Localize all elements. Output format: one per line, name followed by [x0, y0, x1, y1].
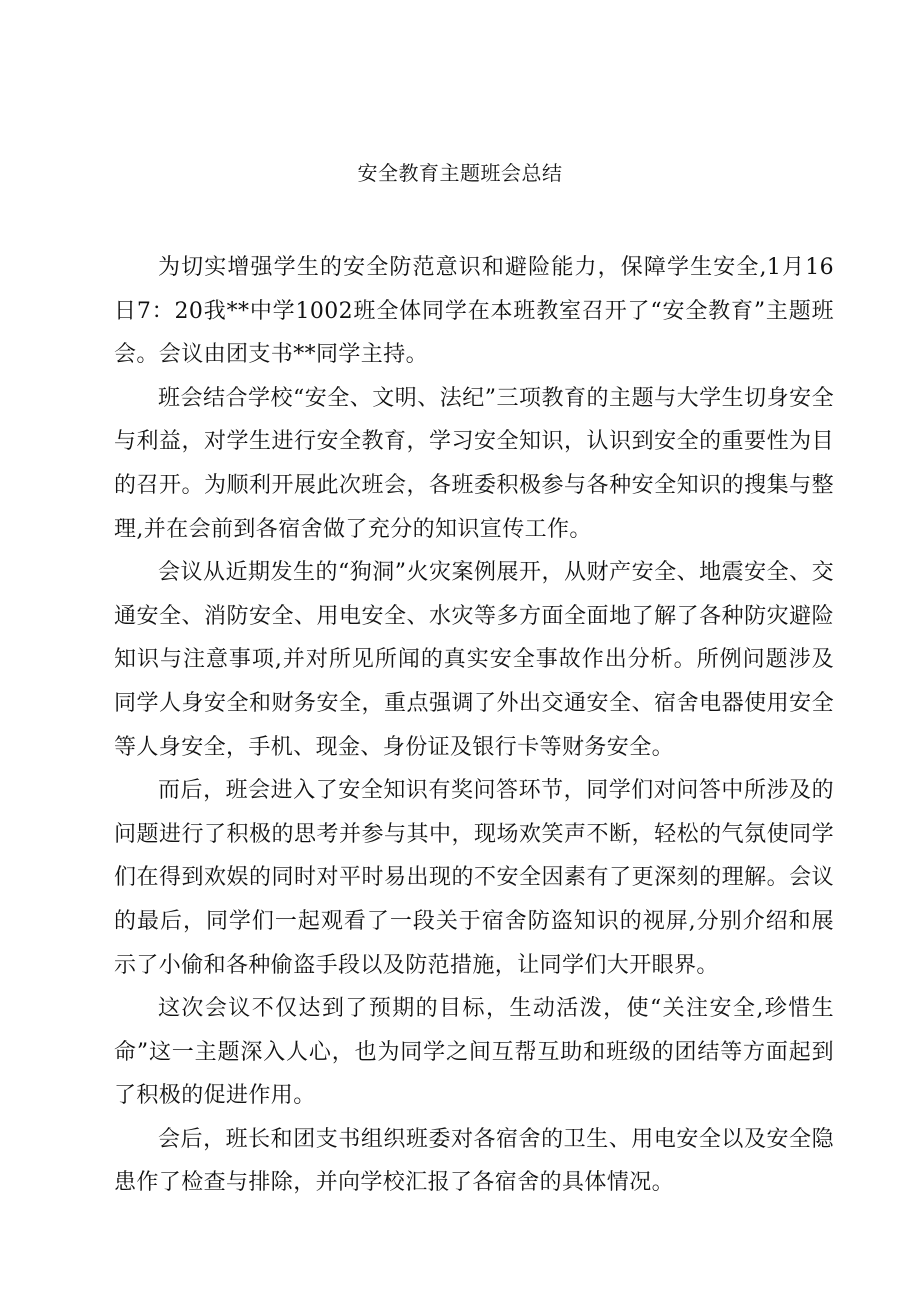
paragraph-1: 为切实增强学生的安全防范意识和避险能力，保障学生安全,1月16日7：20我**中学1002班全体同学在本班教室召开了“安全教育”主题班会。会议由团支书**同学主持。 [114, 255, 834, 368]
document-body [114, 246, 834, 1205]
paragraph-6: 会后，班长和团支书组织班委对各宿舍的卫生、用电安全以及安全隐患作了检查与排除，并向学校汇报了各宿舍的具体情况。 [114, 1126, 834, 1196]
paragraph-5: 这次会议不仅达到了预期的目标，生动活泼，使“关注安全,珍惜生命”这一主题深入人心，也为同学之间互帮互助和班级的团结等方面起到了积极的促进作用。 [114, 996, 834, 1109]
paragraph-3: 会议从近期发生的“狗洞”火灾案例展开，从财产安全、地震安全、交通安全、消防安全、用电安全、水灾等多方面全面地了解了各种防灾避险知识与注意事项,并对所见所闻的真实安全事故作出分析。所例问题涉及同学人身安全和财务安全，重点强调了外出交通安全、宿舍电器使用安全等人身安全，手机、现金、身份证及银行卡等财务安全。 [114, 560, 834, 760]
paragraph-4: 而后，班会进入了安全知识有奖问答环节，同学们对问答中所涉及的问题进行了积极的思考并参与其中，现场欢笑声不断，轻松的气氛使同学们在得到欢娱的同时对平时易出现的不安全因素有了更深刻的理解。会议的最后，同学们一起观看了一段关于宿舍防盗知识的视屏,分别介绍和展示了小偷和各种偷盗手段以及防范措施，让同学们大开眼界。 [114, 778, 834, 978]
document-title: 安全教育主题班会总结 [357, 161, 563, 185]
paragraph-2: 班会结合学校“安全、文明、法纪”三项教育的主题与大学生切身安全与利益，对学生进行安全教育，学习安全知识，认识到安全的重要性为目的召开。为顺利开展此次班会，各班委积极参与各种安全知识的搜集与整理,并在会前到各宿舍做了充分的知识宣传工作。 [114, 385, 834, 542]
